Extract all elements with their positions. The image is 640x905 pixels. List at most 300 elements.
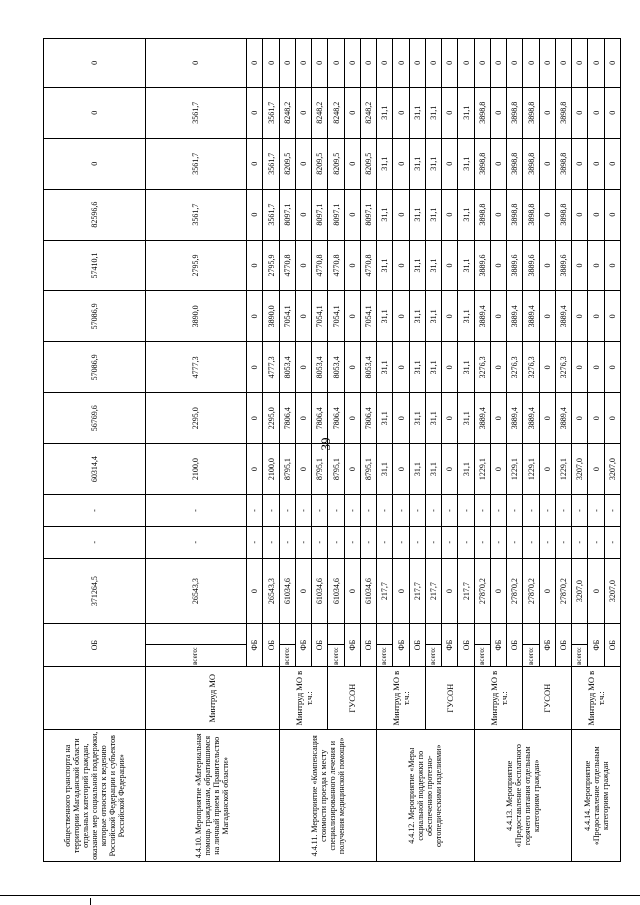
- empty-cell: [425, 624, 441, 644]
- value-cell: 0: [393, 240, 409, 291]
- value-cell: 0: [539, 291, 555, 342]
- value-cell: 2295,0: [145, 393, 247, 444]
- value-cell: 7054,1: [312, 291, 328, 342]
- value-cell: 0: [263, 39, 279, 88]
- value-cell: 61034,6: [312, 558, 328, 624]
- value-cell: 0: [393, 342, 409, 393]
- value-cell: 0: [145, 39, 247, 88]
- executor-cell: ГУСОН: [425, 666, 474, 730]
- value-cell: 3898,8: [555, 87, 571, 138]
- value-cell: 217,7: [425, 558, 441, 624]
- value-cell: -: [44, 526, 146, 558]
- value-cell: 8209,5: [360, 138, 376, 189]
- value-cell: 4777,3: [145, 342, 247, 393]
- value-cell: 3561,7: [263, 189, 279, 240]
- value-cell: 0: [539, 342, 555, 393]
- value-cell: 0: [442, 240, 458, 291]
- value-cell: 3276,3: [555, 342, 571, 393]
- rotated-table-wrapper: [43, 38, 621, 862]
- value-cell: 8248,2: [279, 87, 295, 138]
- value-cell: 0: [344, 393, 360, 444]
- funding-source: ОБ: [263, 624, 279, 666]
- bottom-rule: [0, 895, 640, 896]
- value-cell: 0: [247, 87, 263, 138]
- value-cell: 0: [344, 444, 360, 495]
- value-cell: 1229,1: [523, 444, 539, 495]
- value-cell: 31,1: [425, 240, 441, 291]
- executor-cell: Минтруд МО в т.ч.:: [474, 666, 523, 730]
- funding-source: ФБ: [588, 624, 604, 666]
- funding-source: ОБ: [409, 624, 425, 666]
- value-cell: 0: [539, 87, 555, 138]
- value-cell: 31,1: [377, 393, 393, 444]
- executor-cell: Минтруд МО: [145, 666, 279, 730]
- value-cell: 217,7: [409, 558, 425, 624]
- funding-source: всего:: [474, 644, 490, 666]
- activity-description: 4.4.14. Мероприятие «Предоставление отдельным категориям граждан: [572, 730, 621, 862]
- page-number: 39: [318, 437, 333, 451]
- value-cell: 8209,5: [328, 138, 344, 189]
- value-cell: 0: [604, 393, 620, 444]
- value-cell: 0: [490, 39, 506, 88]
- empty-cell: [523, 624, 539, 644]
- value-cell: 0: [539, 558, 555, 624]
- value-cell: 7054,1: [279, 291, 295, 342]
- value-cell: 3890,0: [263, 291, 279, 342]
- value-cell: -: [490, 526, 506, 558]
- value-cell: 60314,4: [44, 444, 146, 495]
- value-cell: 0: [490, 87, 506, 138]
- value-cell: 3898,8: [474, 189, 490, 240]
- value-cell: 31,1: [409, 291, 425, 342]
- executor-cell: [44, 666, 146, 730]
- value-cell: 0: [247, 444, 263, 495]
- value-cell: 0: [490, 393, 506, 444]
- funding-source: ФБ: [442, 624, 458, 666]
- value-cell: 31,1: [409, 342, 425, 393]
- value-cell: -: [458, 526, 474, 558]
- value-cell: 0: [393, 189, 409, 240]
- funding-source: ФБ: [490, 624, 506, 666]
- table-row: [474, 39, 490, 862]
- value-cell: -: [312, 526, 328, 558]
- value-cell: 8795,1: [360, 444, 376, 495]
- funding-source: ФБ: [295, 624, 311, 666]
- value-cell: -: [555, 526, 571, 558]
- value-cell: 0: [490, 240, 506, 291]
- value-cell: 61034,6: [279, 558, 295, 624]
- value-cell: 4770,8: [328, 240, 344, 291]
- value-cell: -: [409, 526, 425, 558]
- value-cell: 31,1: [377, 342, 393, 393]
- value-cell: 3898,8: [523, 189, 539, 240]
- value-cell: 3889,4: [523, 393, 539, 444]
- value-cell: 2295,0: [263, 393, 279, 444]
- value-cell: 61034,6: [360, 558, 376, 624]
- value-cell: 0: [458, 39, 474, 88]
- value-cell: 0: [295, 444, 311, 495]
- value-cell: 0: [539, 240, 555, 291]
- value-cell: 0: [588, 291, 604, 342]
- funding-source: всего:: [572, 644, 588, 666]
- executor-cell: Минтруд МО в т.ч.:: [572, 666, 621, 730]
- value-cell: -: [295, 495, 311, 527]
- value-cell: 31,1: [425, 393, 441, 444]
- value-cell: 3898,8: [555, 189, 571, 240]
- value-cell: 0: [44, 138, 146, 189]
- value-cell: 3889,6: [555, 240, 571, 291]
- value-cell: 1229,1: [507, 444, 523, 495]
- value-cell: -: [425, 495, 441, 527]
- value-cell: 31,1: [409, 87, 425, 138]
- value-cell: 8097,1: [328, 189, 344, 240]
- value-cell: 31,1: [458, 393, 474, 444]
- funding-source: всего:: [145, 644, 247, 666]
- value-cell: 0: [539, 189, 555, 240]
- value-cell: 0: [295, 291, 311, 342]
- value-cell: 8209,5: [312, 138, 328, 189]
- value-cell: -: [145, 526, 247, 558]
- value-cell: 0: [588, 342, 604, 393]
- value-cell: 0: [523, 39, 539, 88]
- value-cell: 0: [44, 39, 146, 88]
- value-cell: 31,1: [458, 291, 474, 342]
- value-cell: 0: [442, 342, 458, 393]
- value-cell: 0: [312, 39, 328, 88]
- value-cell: 0: [344, 558, 360, 624]
- value-cell: -: [377, 495, 393, 527]
- value-cell: 0: [425, 39, 441, 88]
- value-cell: 0: [507, 39, 523, 88]
- value-cell: -: [393, 526, 409, 558]
- empty-cell: [145, 624, 247, 644]
- value-cell: 0: [393, 558, 409, 624]
- value-cell: 7806,4: [312, 393, 328, 444]
- value-cell: 3889,4: [474, 393, 490, 444]
- value-cell: 0: [409, 39, 425, 88]
- funding-source: ФБ: [393, 624, 409, 666]
- value-cell: 3889,6: [523, 240, 539, 291]
- value-cell: 7054,1: [360, 291, 376, 342]
- value-cell: 0: [279, 39, 295, 88]
- executor-cell: Минтруд МО в т.ч.:: [279, 666, 328, 730]
- value-cell: 0: [588, 138, 604, 189]
- value-cell: 0: [295, 87, 311, 138]
- value-cell: 0: [247, 291, 263, 342]
- value-cell: 0: [604, 39, 620, 88]
- value-cell: 31,1: [425, 342, 441, 393]
- value-cell: -: [279, 526, 295, 558]
- value-cell: 57086,9: [44, 342, 146, 393]
- value-cell: -: [490, 495, 506, 527]
- value-cell: 3207,0: [572, 558, 588, 624]
- value-cell: 1229,1: [474, 444, 490, 495]
- value-cell: 0: [295, 342, 311, 393]
- funding-source: ФБ: [539, 624, 555, 666]
- value-cell: 8097,1: [279, 189, 295, 240]
- value-cell: 3898,8: [507, 87, 523, 138]
- value-cell: 0: [604, 240, 620, 291]
- value-cell: -: [360, 526, 376, 558]
- value-cell: 3276,3: [523, 342, 539, 393]
- value-cell: 2795,9: [263, 240, 279, 291]
- funding-source: ОБ: [507, 624, 523, 666]
- value-cell: -: [572, 495, 588, 527]
- value-cell: 3889,4: [555, 393, 571, 444]
- value-cell: 0: [588, 444, 604, 495]
- activity-description: 4.4.12. Мероприятие «Меры социальной поддержки по обеспечению протезно-ортопедическими изделиями»: [377, 730, 475, 862]
- value-cell: 0: [295, 39, 311, 88]
- value-cell: 27870,2: [555, 558, 571, 624]
- value-cell: -: [312, 495, 328, 527]
- value-cell: 0: [490, 291, 506, 342]
- value-cell: -: [523, 495, 539, 527]
- value-cell: 31,1: [458, 444, 474, 495]
- value-cell: 31,1: [409, 393, 425, 444]
- value-cell: 7806,4: [360, 393, 376, 444]
- value-cell: 0: [344, 342, 360, 393]
- value-cell: 8795,1: [279, 444, 295, 495]
- value-cell: 3889,4: [507, 393, 523, 444]
- value-cell: 0: [474, 39, 490, 88]
- value-cell: 0: [247, 558, 263, 624]
- value-cell: 0: [344, 291, 360, 342]
- value-cell: 3889,4: [507, 291, 523, 342]
- value-cell: 0: [344, 138, 360, 189]
- table-row: [572, 39, 588, 862]
- value-cell: -: [360, 495, 376, 527]
- value-cell: 27870,2: [474, 558, 490, 624]
- value-cell: 3207,0: [572, 444, 588, 495]
- value-cell: 0: [442, 291, 458, 342]
- value-cell: 0: [442, 393, 458, 444]
- value-cell: 8795,1: [312, 444, 328, 495]
- value-cell: 4770,8: [360, 240, 376, 291]
- value-cell: -: [393, 495, 409, 527]
- value-cell: 0: [344, 39, 360, 88]
- value-cell: -: [263, 526, 279, 558]
- value-cell: 3898,8: [555, 138, 571, 189]
- activity-description: 4.4.10. Мероприятие «Материальная помощь гражданам, обратившимся на личный прием в Правительство Магаданской области»: [145, 730, 279, 862]
- value-cell: 0: [295, 558, 311, 624]
- value-cell: -: [442, 526, 458, 558]
- budget-table: [43, 38, 621, 862]
- value-cell: 0: [442, 39, 458, 88]
- value-cell: 0: [604, 342, 620, 393]
- value-cell: -: [409, 495, 425, 527]
- value-cell: 3898,8: [474, 87, 490, 138]
- value-cell: 3889,4: [555, 291, 571, 342]
- funding-source: всего:: [425, 644, 441, 666]
- value-cell: 31,1: [425, 189, 441, 240]
- value-cell: -: [555, 495, 571, 527]
- value-cell: 0: [393, 87, 409, 138]
- value-cell: 0: [377, 39, 393, 88]
- empty-cell: [328, 624, 344, 644]
- value-cell: 0: [604, 87, 620, 138]
- value-cell: 0: [328, 39, 344, 88]
- value-cell: 82596,6: [44, 189, 146, 240]
- empty-cell: [474, 624, 490, 644]
- funding-source: всего:: [328, 644, 344, 666]
- value-cell: 0: [588, 189, 604, 240]
- value-cell: 26543,3: [145, 558, 247, 624]
- value-cell: 57086,9: [44, 291, 146, 342]
- value-cell: 0: [393, 39, 409, 88]
- value-cell: 27870,2: [523, 558, 539, 624]
- value-cell: 2100,0: [145, 444, 247, 495]
- value-cell: 31,1: [458, 87, 474, 138]
- funding-source: ОБ: [458, 624, 474, 666]
- value-cell: 8097,1: [312, 189, 328, 240]
- value-cell: 0: [539, 39, 555, 88]
- value-cell: 8248,2: [328, 87, 344, 138]
- value-cell: -: [604, 495, 620, 527]
- value-cell: 31,1: [409, 444, 425, 495]
- value-cell: 0: [572, 342, 588, 393]
- value-cell: 0: [442, 87, 458, 138]
- value-cell: 0: [393, 393, 409, 444]
- value-cell: 217,7: [377, 558, 393, 624]
- value-cell: 31,1: [377, 240, 393, 291]
- value-cell: 3889,4: [523, 291, 539, 342]
- activity-description: общественного транспорта на территории Магаданской области отдельных категорий граждан, оказание мер социальной поддержки, которые относятся к ведению Российской Федерации и субъектов Российской Федерации»: [44, 730, 146, 862]
- value-cell: 7054,1: [328, 291, 344, 342]
- value-cell: 3889,4: [474, 291, 490, 342]
- activity-description: 4.4.13. Мероприятие «Предоставление бесплатного горячего питания отдельным категориям граждан»: [474, 730, 572, 862]
- executor-cell: ГУСОН: [328, 666, 377, 730]
- value-cell: 0: [360, 39, 376, 88]
- value-cell: 31,1: [377, 189, 393, 240]
- value-cell: -: [458, 495, 474, 527]
- value-cell: -: [425, 526, 441, 558]
- value-cell: 0: [572, 39, 588, 88]
- value-cell: 0: [295, 138, 311, 189]
- value-cell: 0: [572, 240, 588, 291]
- value-cell: 3561,7: [145, 138, 247, 189]
- value-cell: 3889,6: [474, 240, 490, 291]
- value-cell: -: [507, 495, 523, 527]
- value-cell: 31,1: [409, 189, 425, 240]
- value-cell: 0: [539, 444, 555, 495]
- value-cell: 0: [604, 138, 620, 189]
- value-cell: 7806,4: [279, 393, 295, 444]
- value-cell: 31,1: [409, 240, 425, 291]
- value-cell: 3276,3: [507, 342, 523, 393]
- table-row: [377, 39, 393, 862]
- value-cell: 0: [344, 189, 360, 240]
- value-cell: -: [44, 495, 146, 527]
- value-cell: 57410,1: [44, 240, 146, 291]
- value-cell: 0: [295, 240, 311, 291]
- value-cell: 0: [604, 291, 620, 342]
- value-cell: 3276,3: [474, 342, 490, 393]
- value-cell: 0: [490, 558, 506, 624]
- value-cell: 3898,8: [507, 138, 523, 189]
- value-cell: 3561,7: [145, 189, 247, 240]
- value-cell: -: [474, 526, 490, 558]
- value-cell: 31,1: [458, 138, 474, 189]
- value-cell: 0: [572, 189, 588, 240]
- funding-source: ОБ: [555, 624, 571, 666]
- value-cell: -: [377, 526, 393, 558]
- value-cell: 2795,9: [145, 240, 247, 291]
- value-cell: 0: [588, 240, 604, 291]
- funding-source: всего:: [377, 644, 393, 666]
- value-cell: 3561,7: [263, 87, 279, 138]
- value-cell: -: [295, 526, 311, 558]
- value-cell: 31,1: [458, 240, 474, 291]
- value-cell: 3889,6: [507, 240, 523, 291]
- value-cell: 3898,8: [474, 138, 490, 189]
- value-cell: 0: [295, 189, 311, 240]
- value-cell: 61034,6: [328, 558, 344, 624]
- value-cell: 31,1: [377, 87, 393, 138]
- executor-cell: ГУСОН: [523, 666, 572, 730]
- value-cell: -: [604, 526, 620, 558]
- value-cell: 3898,8: [523, 138, 539, 189]
- value-cell: 0: [572, 291, 588, 342]
- value-cell: 0: [572, 87, 588, 138]
- value-cell: 0: [490, 138, 506, 189]
- value-cell: -: [328, 526, 344, 558]
- value-cell: 31,1: [458, 342, 474, 393]
- table-row: [145, 39, 247, 862]
- value-cell: 8795,1: [328, 444, 344, 495]
- value-cell: 31,1: [425, 444, 441, 495]
- margin-tick: [90, 898, 91, 905]
- value-cell: 3898,8: [507, 189, 523, 240]
- value-cell: 1229,1: [555, 444, 571, 495]
- value-cell: 31,1: [458, 189, 474, 240]
- empty-cell: [572, 624, 588, 644]
- value-cell: 3561,7: [263, 138, 279, 189]
- value-cell: 3898,8: [523, 87, 539, 138]
- funding-source: ФБ: [344, 624, 360, 666]
- funding-source: всего:: [523, 644, 539, 666]
- value-cell: 371264,5: [44, 558, 146, 624]
- funding-source: ОБ: [44, 624, 146, 666]
- value-cell: 0: [247, 393, 263, 444]
- value-cell: 27870,2: [507, 558, 523, 624]
- value-cell: 4777,3: [263, 342, 279, 393]
- value-cell: 8053,4: [328, 342, 344, 393]
- value-cell: -: [474, 495, 490, 527]
- value-cell: -: [145, 495, 247, 527]
- value-cell: 0: [295, 393, 311, 444]
- value-cell: 31,1: [409, 138, 425, 189]
- value-cell: 7806,4: [328, 393, 344, 444]
- value-cell: 0: [604, 189, 620, 240]
- value-cell: 31,1: [377, 444, 393, 495]
- value-cell: 31,1: [377, 138, 393, 189]
- value-cell: 0: [247, 189, 263, 240]
- funding-source: ФБ: [247, 624, 263, 666]
- value-cell: 0: [490, 342, 506, 393]
- value-cell: 56769,6: [44, 393, 146, 444]
- value-cell: 3207,0: [604, 444, 620, 495]
- funding-source: ОБ: [604, 624, 620, 666]
- value-cell: -: [328, 495, 344, 527]
- executor-cell: Минтруд МО в т.ч.:: [377, 666, 426, 730]
- value-cell: -: [539, 495, 555, 527]
- table-row: [279, 39, 295, 862]
- value-cell: 8248,2: [312, 87, 328, 138]
- value-cell: -: [572, 526, 588, 558]
- value-cell: -: [588, 495, 604, 527]
- value-cell: 0: [247, 138, 263, 189]
- empty-cell: [279, 624, 295, 644]
